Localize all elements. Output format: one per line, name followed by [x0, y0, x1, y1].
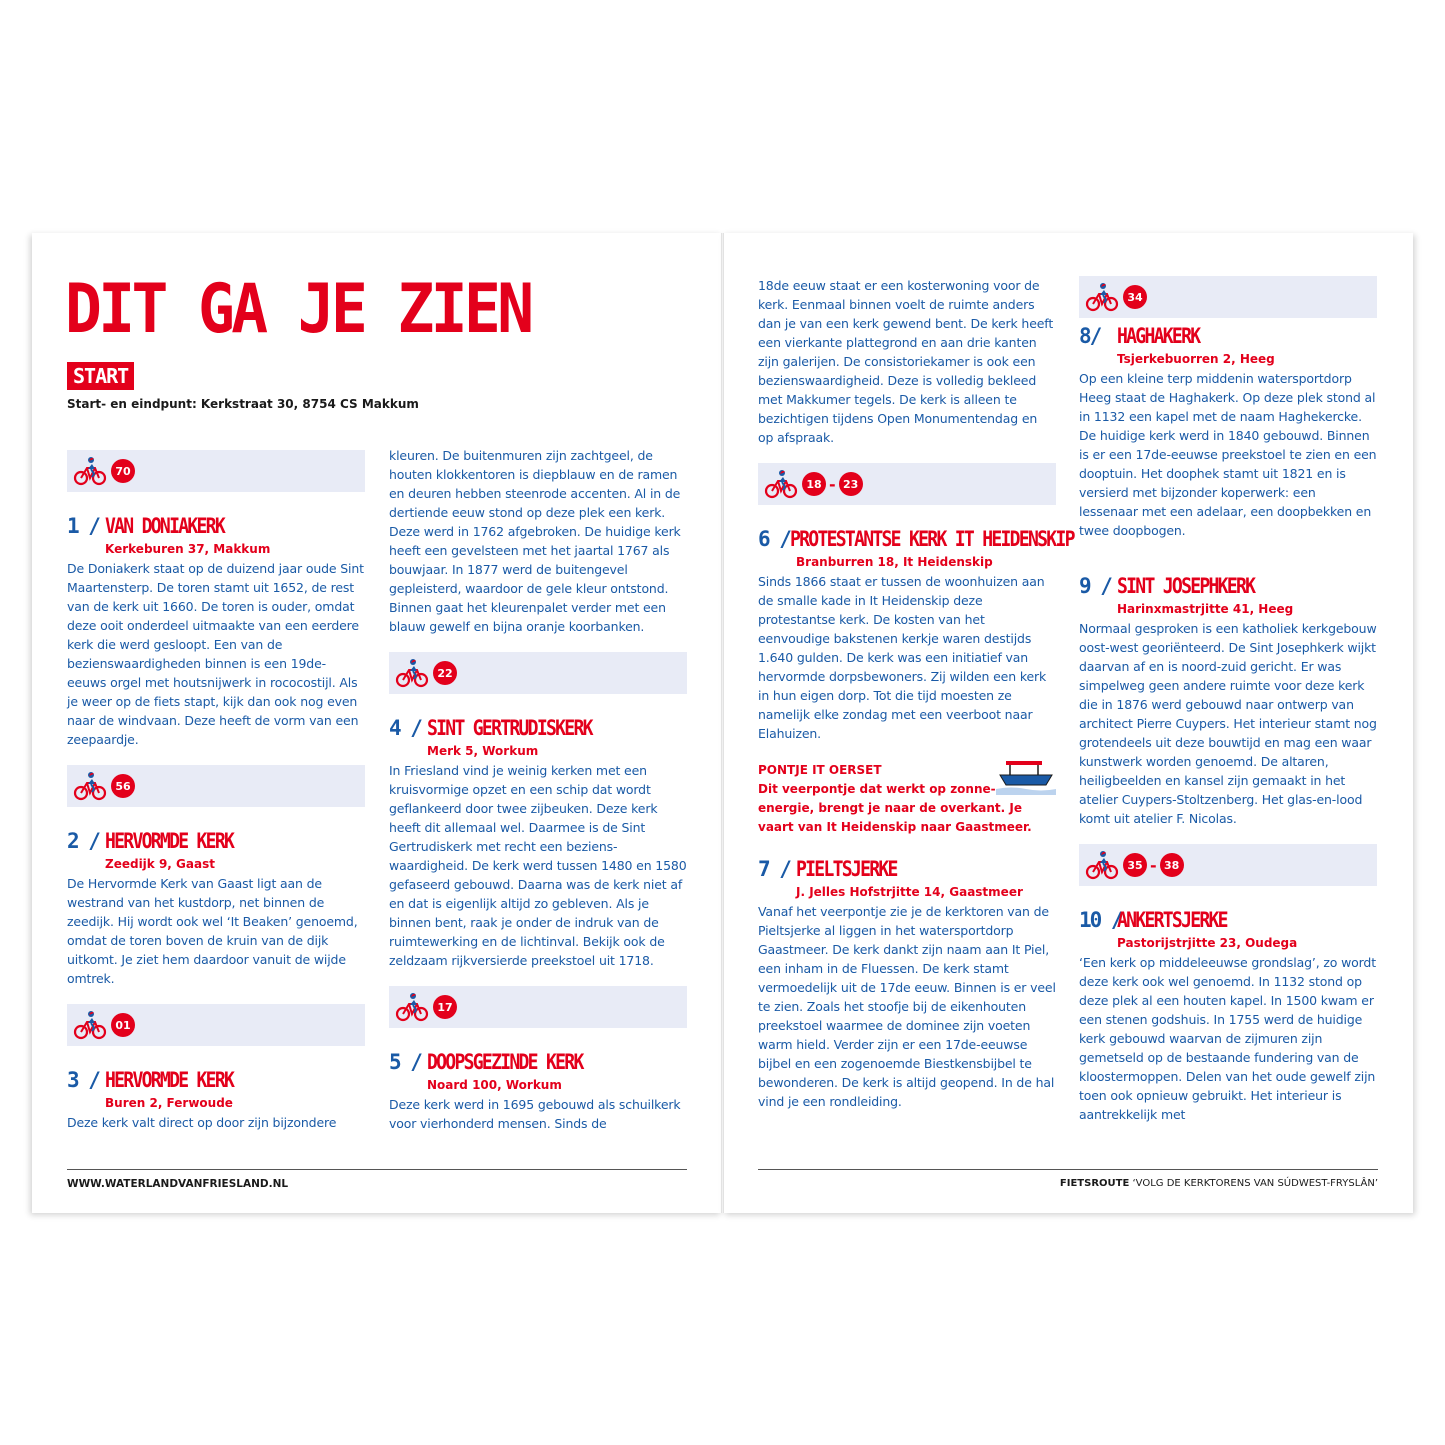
stop-name: SINT JOSEPHKERK [1117, 574, 1255, 598]
stop-number: 9 / [1079, 574, 1111, 598]
stop-name: DOOPSGEZINDE KERK [427, 1050, 583, 1074]
bicycle-icon [395, 657, 429, 689]
bicycle-icon [73, 455, 107, 487]
distance-bar [67, 1004, 365, 1046]
stop-number: 1 / [67, 514, 99, 538]
distance-bar [389, 986, 687, 1028]
stop-heading [389, 1050, 687, 1076]
stop-number: 4 / [389, 716, 421, 740]
stop-name: HERVORMDE KERK [105, 1068, 234, 1092]
stop-address: Tsjerkebuorren 2, Heeg [1117, 352, 1275, 366]
distance-bar [758, 463, 1056, 505]
bicycle-icon [1085, 849, 1119, 881]
stop-description: In Friesland vind je weinig kerken met een kruisvormige opzet en een schip dat wordt geflankeerd door twee zijbeuken. Deze kerk heeft dit allemaal wel. Daarmee is de Sint Gertrudiskerk met recht een beziens-waardigheid. De kerk werd tussen 1480 en 1580 gefaseerd gebouwd. Daarna was de kerk niet af en dat is eigenlijk altijd zo gebleven. Als je binnen bent, raak je onder de indruk van de ruimtewerking en de lichtinval. Bekijk ook de zeldzaam rijkversierde preekstoel uit 1718. [389, 763, 687, 968]
right-column-1 [758, 276, 1074, 1111]
stop-name: ANKERTSJERKE [1117, 908, 1227, 932]
stop-heading [1079, 574, 1377, 600]
stop-heading [67, 829, 365, 855]
distance-badge: 17 [433, 995, 457, 1019]
bicycle-icon [1085, 281, 1119, 313]
stop-heading [758, 857, 1056, 883]
stop-heading [389, 716, 687, 742]
range-dash: - [829, 474, 836, 494]
stop-number: 7 / [758, 857, 790, 881]
distance-badge: 56 [111, 774, 135, 798]
bicycle-icon [395, 991, 429, 1023]
stop-address: J. Jelles Hofstrjitte 14, Gaastmeer [796, 885, 1023, 899]
page-title: DIT GA JE ZIEN [65, 270, 531, 349]
stop-number: 3 / [67, 1068, 99, 1092]
distance-bar [67, 765, 365, 807]
stop-address: Pastorijstrjitte 23, Oudega [1117, 936, 1298, 950]
stop-name: PIELTSJERKE [796, 857, 897, 881]
distance-badge: 70 [111, 459, 135, 483]
book-spine [721, 233, 724, 1213]
stop-address: Merk 5, Workum [427, 744, 539, 758]
distance-badge: 23 [839, 472, 863, 496]
stop-number: 6 / [758, 527, 790, 551]
footer-route-bold: FIETSROUTE [1059, 1178, 1130, 1189]
stop-heading [1079, 908, 1377, 934]
distance-badge: 22 [433, 661, 457, 685]
stop-description: ‘Een kerk op middeleeuwse grondslag’, zo wordt deze kerk ook wel genoemd. In 1132 stond op deze plek al een houten kapel. In 1500 kwam er een stenen godshuis. In 1755 werd de huidige kerk gebouwd waarvan de zijmuren zijn gemetseld op de bestaande fundering van de kloostermoppen. Delen van het oude gewelf zijn toen ook opnieuw gebruikt. Het interieur is aantrekkelijk met [1079, 955, 1376, 1122]
distance-badge: 18 [802, 472, 826, 496]
stop-description: Normaal gesproken is een katholiek kerkgebouw oost-west georiënteerd. De Sint Josephkerk wijkt daarvan af en is noord-zuid gericht. Er was simpelweg geen andere ruimte voor deze kerk die in 1876 werd gebouwd naar ontwerp van architect Pierre Cuypers. Het interieur stamt nog grotendeels uit deze bouwtijd en mag een waar kunstwerk worden genoemd. De altaren, heiligbeelden en kansel zijn gemaakt in het atelier Cuypers-Stoltzenberg. Het glas-en-lood komt uit atelier F. Nicolas. [1079, 621, 1377, 826]
stop-name: HAGHAKERK [1117, 324, 1200, 348]
ferry-note-title: PONTJE IT OERSET [758, 763, 882, 777]
stop-address: Noard 100, Workum [427, 1078, 562, 1092]
start-address: Start- en eindpunt: Kerkstraat 30, 8754 CS Makkum [67, 397, 419, 411]
footer-divider [67, 1169, 687, 1170]
right-column-2 [1079, 276, 1377, 1124]
stop-description: Op een kleine terp middenin watersportdorp Heeg staat de Haghakerk. Op deze plek stond al in 1132 een kapel met de naam Haghekercke. De huidige kerk werd in 1840 gebouwd. Binnen is er een 17de-eeuwse preekstoel te zien en een dooptuin. Het doophek stamt uit 1821 en is versierd met bijzonder koperwerk: een lessenaar met een adelaar, een doopbekken en twee doopbogen. [1079, 371, 1377, 538]
stop-number: 5 / [389, 1050, 421, 1074]
stop-number: 2 / [67, 829, 99, 853]
footer-route-name: ‘VOLG DE KERKTORENS VAN SÚDWEST-FRYSLÂN’ [1129, 1178, 1378, 1189]
stop-number: 8/ [1079, 324, 1101, 348]
stop-address: Kerkeburen 37, Makkum [105, 542, 271, 556]
stop-description: Deze kerk valt direct op door zijn bijzondere [67, 1115, 337, 1130]
left-column-2 [389, 446, 687, 1133]
stop-name: SINT GERTRUDISKERK [427, 716, 592, 740]
distance-badge: 01 [111, 1013, 135, 1037]
stop-description-continued: kleuren. De buitenmuren zijn zachtgeel, de houten klokkentoren is diepblauw en de ramen en deuren hebben steenrode accenten. Al in de dertiende eeuw stond op deze plek een kerk. Deze werd in 1762 afgebroken. De huidige kerk heeft een gevelsteen met het jaartal 1767 als bouwjaar. In 1877 werd de buitengevel gepleisterd, waardoor de gele kleur ontstond. Binnen gaat het kleurenpalet verder met een blauw gewelf en bijna oranje koorbanken. [389, 448, 681, 634]
stop-heading [67, 514, 365, 540]
stop-description: Sinds 1866 staat er tussen de woonhuizen aan de smalle kade in It Heidenskip deze protestantse kerk. De kosten van het eenvoudige bakstenen kerkje waren destijds 1.640 gulden. De kerk was een initiatief van hervormde dorpsbewoners. Zij wilden een kerk in hun eigen dorp. Tot die tijd moesten ze namelijk elke zondag met een veerboot naar Elahuizen. [758, 574, 1047, 741]
stop-description: De Hervormde Kerk van Gaast ligt aan de westrand van het kustdorp, net binnen de zeedijk. Hij wordt ook wel ‘It Beaken’ genoemd, omdat de toren boven de kruin van de dijk uitkomt. Je ziet hem daardoor vanuit de wijde omtrek. [67, 876, 358, 986]
ferry-icon [996, 757, 1056, 797]
footer-divider [758, 1169, 1378, 1170]
stop-name: HERVORMDE KERK [105, 829, 234, 853]
stop-address: Buren 2, Ferwoude [105, 1096, 233, 1110]
distance-bar [67, 450, 365, 492]
distance-bar [1079, 844, 1377, 886]
bicycle-icon [73, 770, 107, 802]
ferry-note [758, 761, 1056, 837]
stop-address: Harinxmastrjitte 41, Heeg [1117, 602, 1294, 616]
distance-bar [1079, 276, 1377, 318]
stop-description: Deze kerk werd in 1695 gebouwd als schuilkerk voor vierhonderd mensen. Sinds de [389, 1097, 681, 1131]
stop-heading [67, 1068, 365, 1094]
stop-heading [758, 527, 1074, 553]
bicycle-icon [764, 468, 798, 500]
footer-route-title [1060, 1178, 1378, 1189]
stop-heading [1079, 324, 1377, 350]
left-column-1 [67, 450, 365, 1132]
bicycle-icon [73, 1009, 107, 1041]
stop-description: De Doniakerk staat op de duizend jaar oude Sint Maartensterp. De toren stamt uit 1652, de rest van de kerk uit 1660. De toren is ouder, omdat deze ooit onderdeel uitmaakte van een eerdere kerk die werd gesloopt. Een van de bezienswaardigheden binnen is een 19de-eeuws orgel met houtsnijwerk in rococostijl. Als je weer op de fiets stapt, kijk dan ook nog even naar de windvaan. Deze heeft de vorm van een zeepaardje. [67, 561, 364, 747]
distance-badge: 35 [1123, 853, 1147, 877]
footer-website: WWW.WATERLANDVANFRIESLAND.NL [67, 1178, 289, 1190]
distance-bar [389, 652, 687, 694]
stop-description-continued: 18de eeuw staat er een kosterwoning voor de kerk. Eenmaal binnen voelt de ruimte anders dan je van een kerk gewend bent. De kerk heeft een vierkante plattegrond en aan drie kanten zijn galerijen. De consistoriekamer is ook een bezienswaardigheid. Deze is volledig bekleed met Makkumer tegels. De kerk is alleen te bezichtigen tijdens Open Monumentendag en op afspraak. [758, 278, 1054, 445]
start-label: START [67, 362, 134, 390]
stop-address: Branburren 18, It Heidenskip [796, 555, 993, 569]
stop-name: PROTESTANTSE KERK IT HEIDENSKIP [789, 527, 1074, 551]
stop-number: 10 / [1079, 908, 1122, 932]
stop-address: Zeedijk 9, Gaast [105, 857, 215, 871]
stop-description: Vanaf het veerpontje zie je de kerktoren van de Pieltsjerke al liggen in het watersportdorp Gaastmeer. De kerk dankt zijn naam aan It Piel, een inham in de Fluessen. De kerk stamt vermoedelijk uit de 17de eeuw. Binnen is er veel te zien. Zoals het stoofje bij de eikenhouten preekstoel waarmee de dominee zijn voeten warm hield. Verder zijn er een 17de-eeuwse bijbel en een zogenoemde Biestkensbijbel te bewonderen. De kerk is altijd geopend. In de hal vind je een rondleiding. [758, 904, 1056, 1109]
distance-badge: 34 [1123, 285, 1147, 309]
distance-badge: 38 [1160, 853, 1184, 877]
ferry-note-text: Dit veerpontje dat werkt op zonne-energie, brengt je naar de overkant. Je vaart van It Heidenskip naar Gaastmeer. [758, 782, 1032, 834]
range-dash: - [1150, 855, 1157, 875]
stop-name: VAN DONIAKERK [105, 514, 225, 538]
